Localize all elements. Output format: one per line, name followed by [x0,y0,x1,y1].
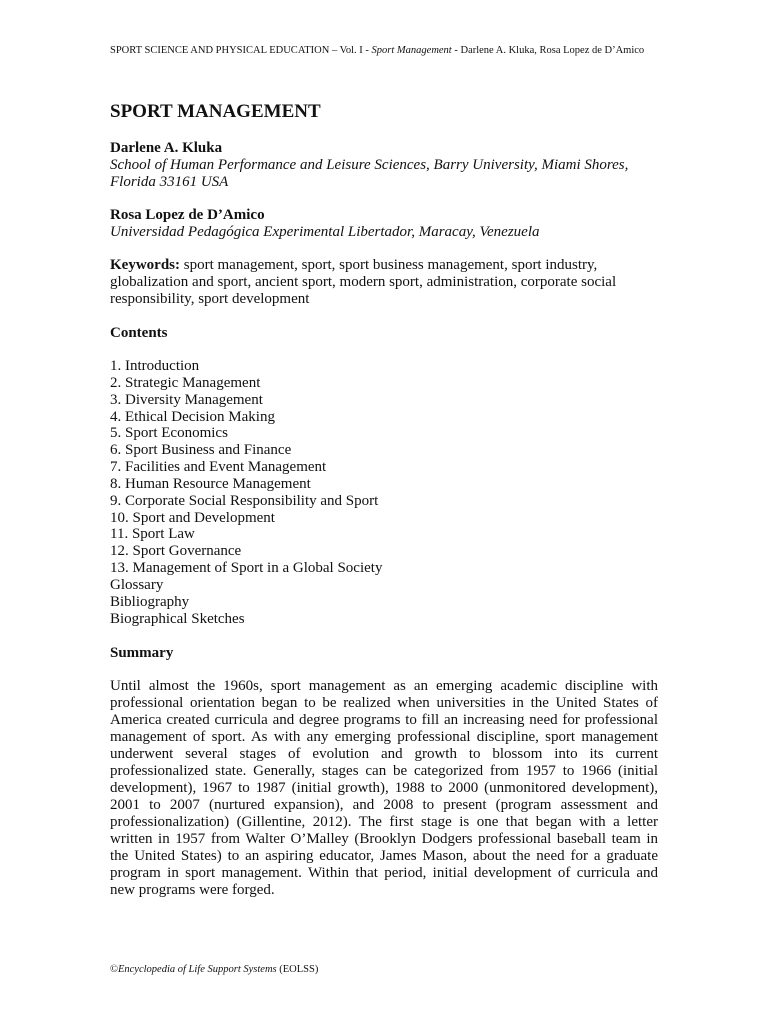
header-separator-2: - [451,45,461,56]
summary-paragraph: Until almost the 1960s, sport management as an emerging academic discipline with professional orientation began to be realized when universities in the United States of America created curricula and degree programs to fill an increasing need for professional management of sport. As with any emerging professional discipline, sport management underwent several stages of evolution and growth to blossom into its current professionalized state. Generally, stages can be categorized from 1957 to 1966 (initial development), 1967 to 1987 (initial growth), 1988 to 2000 (unmonitored development), 2001 to 2007 (nurtured expansion), and 2008 to present (program assessment and professionalization) (Gillentine, 2012). The first stage is one that began with a letter written in 1957 from Walter O’Malley (Brooklyn Dodgers professional baseball team in the United States) to an aspiring educator, James Mason, about the need for a graduate program in sport management. Within that period, initial development of curricula and new programs were forged. [110,677,658,898]
contents-item: 1. Introduction [110,358,200,374]
footer-acronym: (EOLSS) [276,964,319,975]
contents-item: 12. Sport Governance [110,543,242,560]
author-block-2 [110,207,658,241]
header-dash: – [329,45,340,56]
author-name: Rosa Lopez de D’Amico [110,207,265,223]
page-footer [110,963,318,977]
summary-heading: Summary [110,644,174,661]
header-separator: - [362,45,372,56]
contents-item: 6. Sport Business and Finance [110,442,292,459]
keywords-paragraph [110,257,658,308]
copyright-symbol: © [110,964,118,975]
author-affiliation: Universidad Pedagógica Experimental Libertador, Maracay, Venezuela [110,224,540,240]
author-block-1 [110,140,658,191]
document-title: SPORT MANAGEMENT [110,101,321,122]
author-affiliation: School of Human Performance and Leisure Sciences, Barry University, Miami Shores, Florida 33161 USA [110,157,629,190]
contents-item: 13. Management of Sport in a Global Society [110,560,383,577]
author-name: Darlene A. Kluka [110,140,223,156]
contents-item: 5. Sport Economics [110,425,228,442]
contents-item: 11. Sport Law [110,526,195,543]
keywords-text: sport management, sport, sport business management, sport industry, globalization and sport, ancient sport, modern sport, administration, corporate social responsibility, sport development [110,257,617,307]
contents-item: 2. Strategic Management [110,374,261,391]
running-header [110,44,670,58]
contents-heading: Contents [110,325,168,341]
footer-publication: Encyclopedia of Life Support Systems [117,964,277,975]
contents-item: 9. Corporate Social Responsibility and Sport [110,492,379,509]
contents-item: 3. Diversity Management [110,391,263,408]
keywords-label: Keywords: [110,257,180,273]
contents-item: Glossary [110,576,164,593]
contents-item: Biographical Sketches [110,610,245,627]
header-authors: Darlene A. Kluka, Rosa Lopez de D’Amico [460,45,645,56]
contents-item: 8. Human Resource Management [110,475,311,492]
contents-item: 4. Ethical Decision Making [110,408,275,425]
contents-item: Bibliography [110,593,190,610]
document-body [110,100,658,899]
contents-item: 7. Facilities and Event Management [110,459,327,476]
header-series: SPORT SCIENCE AND PHYSICAL EDUCATION [110,45,330,56]
contents-item: 10. Sport and Development [110,509,275,526]
contents-list [110,358,658,628]
header-chapter: Sport Management [371,45,452,56]
header-volume: Vol. I [339,45,363,56]
